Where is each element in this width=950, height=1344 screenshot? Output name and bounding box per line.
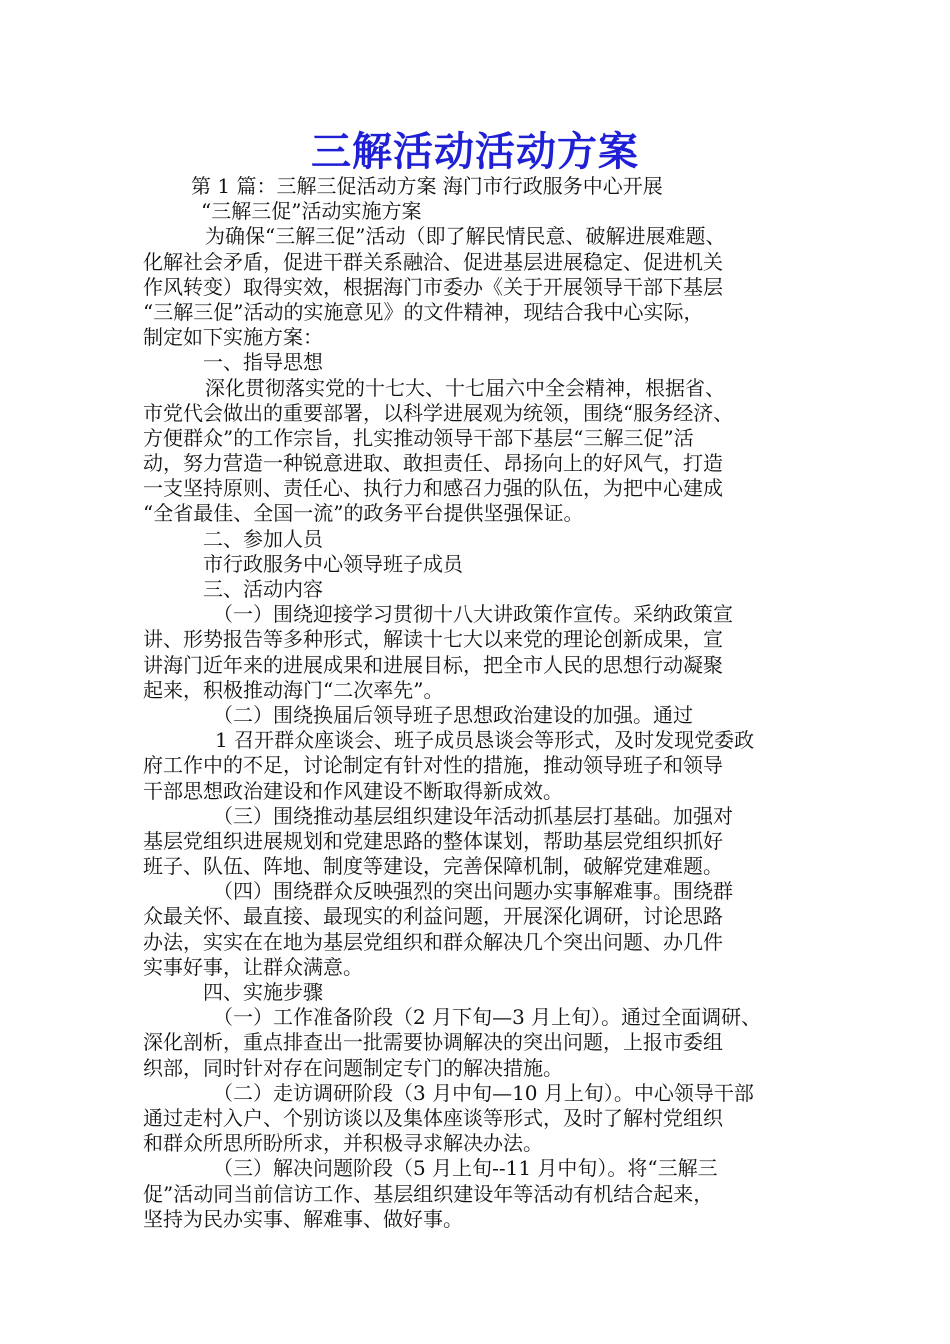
text-line: 基层党组织进展规划和党建思路的整体谋划，帮助基层党组织抓好	[143, 828, 723, 853]
text-line: （一）围绕迎接学习贯彻十八大讲政策作宣传。采纳政策宣	[213, 602, 733, 627]
text-line: （二）走访调研阶段（3 月中旬—10 月上旬）。中心领导干部	[213, 1080, 754, 1105]
text-line: “三解三促”活动实施方案	[201, 199, 422, 224]
text-line: 织部，同时针对存在问题制定专门的解决措施。	[143, 1055, 563, 1080]
text-line: 化解社会矛盾，促进干群关系融洽、促进基层进展稳定、促进机关	[143, 249, 723, 274]
text-line: 起来，积极推动海门“二次率先”。	[143, 677, 444, 702]
text-line: 二、参加人员	[203, 526, 323, 551]
document-body	[143, 174, 833, 1232]
text-line: “全省最佳、全国一流”的政务平台提供坚强保证。	[143, 501, 584, 526]
text-line: 干部思想政治建设和作风建设不断取得新成效。	[143, 778, 563, 803]
text-line: 众最关怀、最直接、最现实的利益问题，开展深化调研，讨论思路	[143, 904, 723, 929]
text-line: 四、实施步骤	[203, 980, 323, 1004]
text-line: 动，努力营造一种锐意进取、敢担责任、昂扬向上的好风气，打造	[143, 451, 723, 476]
text-line: （二）围绕换届后领导班子思想政治建设的加强。通过	[213, 702, 693, 727]
text-line: 讲、形势报告等多种形式，解读十七大以来党的理论创新成果，宣	[143, 627, 723, 652]
text-line: 作风转变）取得实效，根据海门市委办《关于开展领导干部下基层	[143, 274, 723, 299]
text-line: 讲海门近年来的进展成果和进展目标，把全市人民的思想行动凝聚	[143, 652, 723, 677]
text-line: 方便群众”的工作宗旨，扎实推动领导干部下基层“三解三促”活	[143, 425, 694, 450]
text-line: 班子、队伍、阵地、制度等建设，完善保障机制，破解党建难题。	[143, 854, 723, 879]
text-line: 市党代会做出的重要部署，以科学进展观为统领，围绕“服务经济、	[143, 400, 734, 425]
text-line: 办法，实实在在地为基层党组织和群众解决几个突出问题、办几件	[143, 929, 723, 954]
text-line: 制定如下实施方案：	[143, 325, 323, 350]
text-line: 第 1 篇：三解三促活动方案 海门市行政服务中心开展	[191, 174, 663, 198]
text-line: （四）围绕群众反映强烈的突出问题办实事解难事。围绕群	[213, 879, 733, 904]
text-line: 一支坚持原则、责任心、执行力和感召力强的队伍，为把中心建成	[143, 476, 723, 501]
text-line: “三解三促”活动的实施意见》的文件精神，现结合我中心实际，	[143, 299, 704, 324]
text-line: 深化贯彻落实党的十七大、十七届六中全会精神，根据省、	[205, 375, 725, 400]
document-title: 三解活动活动方案	[311, 128, 639, 175]
text-line: 市行政服务中心领导班子成员	[203, 551, 463, 576]
text-line: 一、指导思想	[203, 350, 323, 375]
text-line: （三）解决问题阶段（5 月上旬--11 月中旬）。将“三解三	[213, 1156, 718, 1181]
text-line: 实事好事，让群众满意。	[143, 954, 363, 979]
text-line: （三）围绕推动基层组织建设年活动抓基层打基础。加强对	[213, 803, 733, 828]
text-line: 和群众所思所盼所求，并积极寻求解决办法。	[143, 1131, 543, 1156]
text-line: 1 召开群众座谈会、班子成员恳谈会等形式，及时发现党委政	[215, 728, 755, 753]
text-line: 深化剖析，重点排查出一批需要协调解决的突出问题，上报市委组	[143, 1030, 723, 1055]
text-line: 坚持为民办实事、解难事、做好事。	[143, 1206, 463, 1231]
text-line: 府工作中的不足，讨论制定有针对性的措施，推动领导班子和领导	[143, 753, 723, 778]
text-line: 为确保“三解三促”活动（即了解民情民意、破解进展难题、	[205, 224, 726, 249]
text-line: 通过走村入户、个别访谈以及集体座谈等形式，及时了解村党组织	[143, 1105, 723, 1130]
text-line: （一）工作准备阶段（2 月下旬—3 月上旬）。通过全面调研、	[213, 1005, 762, 1030]
text-line: 促”活动同当前信访工作、基层组织建设年等活动有机结合起来，	[143, 1181, 714, 1206]
text-line: 三、活动内容	[203, 577, 323, 601]
